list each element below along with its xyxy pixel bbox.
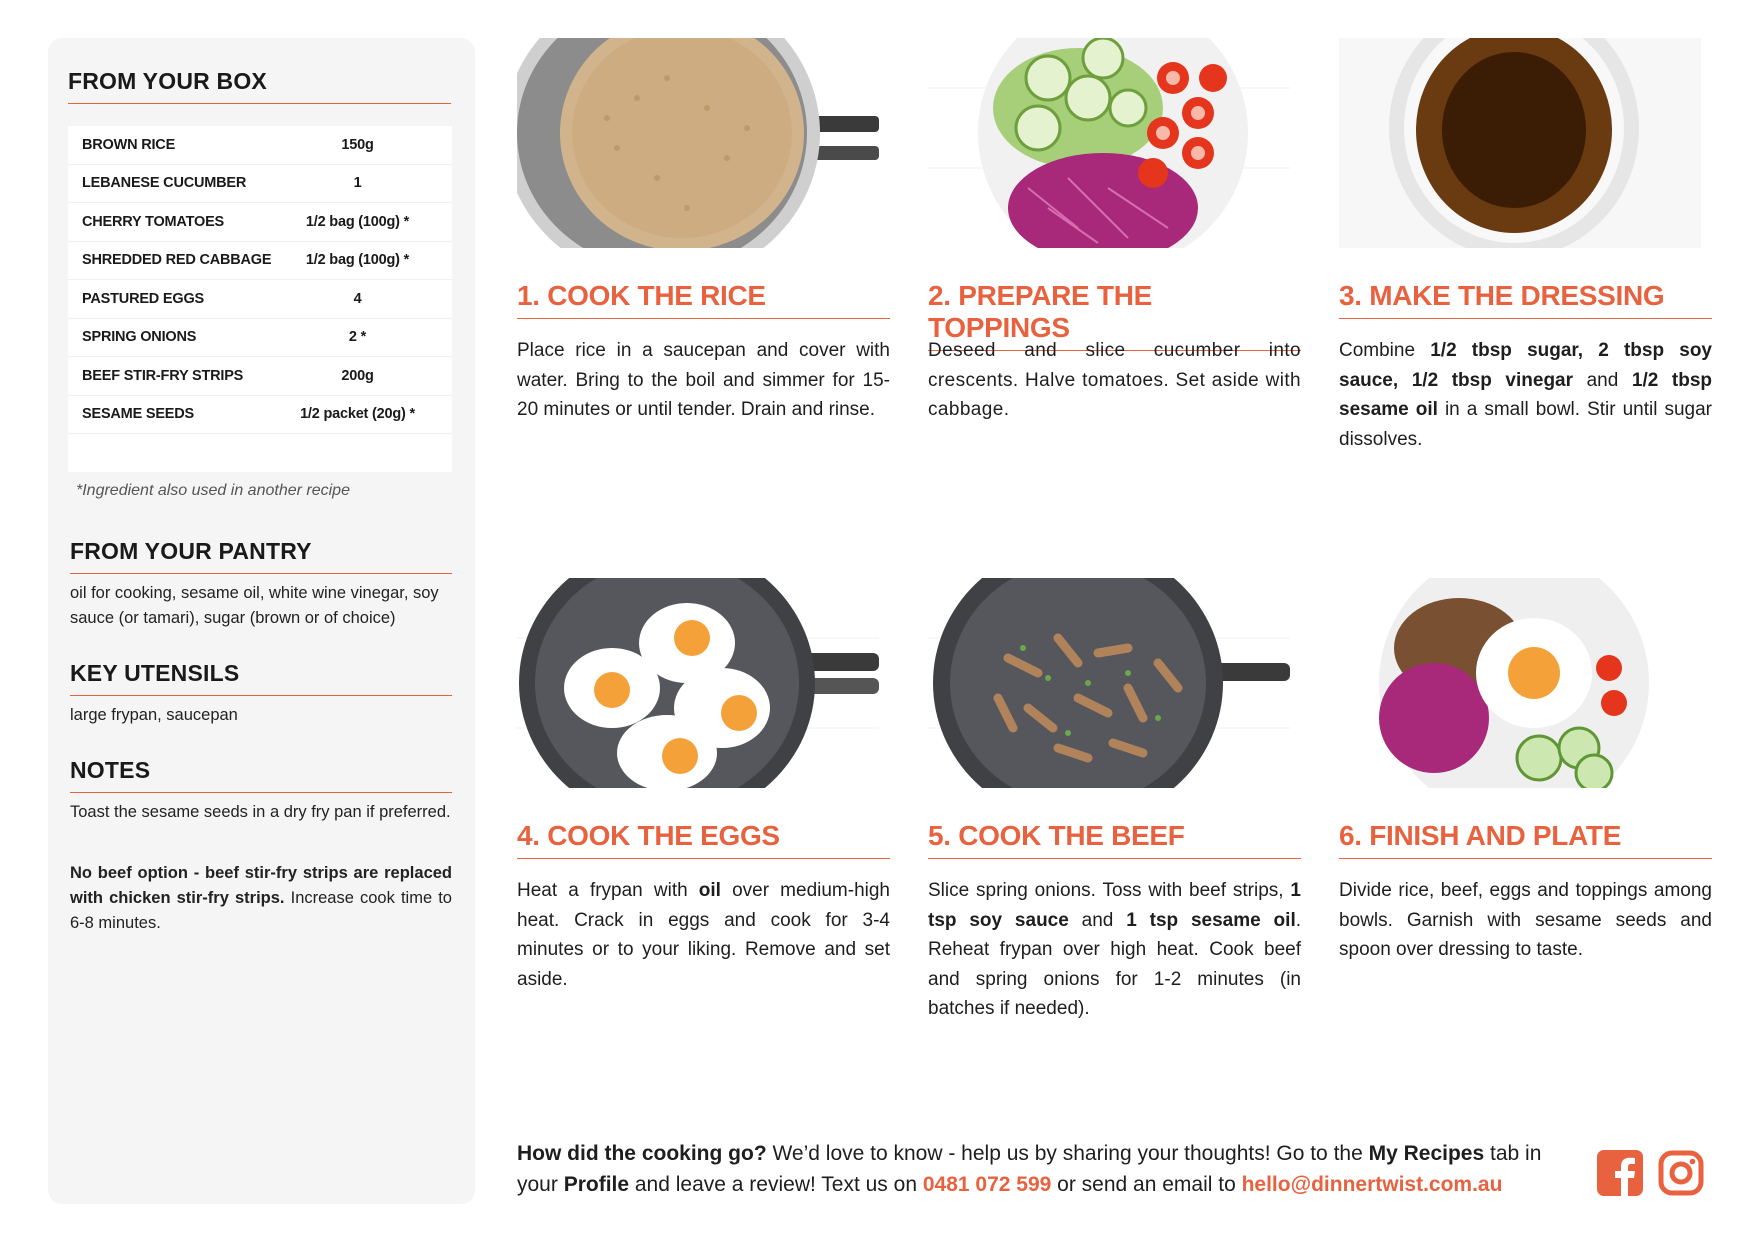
step-2-text: Deseed and slice cucumber into crescents. Halve tomatoes. Set aside with cabbage. <box>928 340 1301 420</box>
notes-text-2 <box>70 861 452 936</box>
ingredient-row <box>68 203 452 242</box>
ingredient-qty: 200g <box>341 367 374 384</box>
ingredient-name: SESAME SEEDS <box>82 406 195 423</box>
footer-text-3: and leave a review! Text us on <box>629 1173 923 1196</box>
step-1-text: Place rice in a saucepan and cover with water. Bring to the boil and simmer for 15-20 minutes or until tender. Drain and rinse. <box>517 340 890 420</box>
utensils-text: large frypan, saucepan <box>70 706 238 724</box>
notes-rest: Increase cook time to 6-8 minutes. <box>70 889 452 932</box>
step-4-text-b: over medium-high heat. Crack in eggs and cook for 3-4 minutes or to your liking. Remove and set aside. <box>517 880 890 990</box>
feedback-footer <box>517 1138 1577 1200</box>
ingredients-panel <box>48 38 475 1204</box>
step-6-text: Divide rice, beef, eggs and toppings among bowls. Garnish with sesame seeds and spoon over dressing to taste. <box>1339 880 1712 960</box>
profile-label: Profile <box>563 1173 630 1196</box>
ingredient-footnote: *Ingredient also used in another recipe <box>76 482 350 499</box>
step-6-title: 6. FINISH AND PLATE <box>1339 820 1712 859</box>
phone-link[interactable]: 0481 072 599 <box>922 1173 1052 1196</box>
ingredient-name: PASTURED EGGS <box>82 290 205 307</box>
step-3-text <box>1339 336 1712 454</box>
facebook-icon[interactable] <box>1597 1150 1643 1196</box>
step-3-bold-b: 1/2 tbsp sesame oil <box>1339 369 1712 420</box>
step-5-bold-a: 1 tsp soy sauce <box>928 880 1301 931</box>
step-5-text-b: and <box>1068 909 1127 931</box>
step-5-text-c: . Reheat frypan over high heat. Cook beef and spring onions for 1-2 minutes (in batches if needed). <box>928 909 1302 1019</box>
footer-question: How did the cooking go? <box>517 1142 767 1165</box>
email-link[interactable]: hello@dinnertwist.com.au <box>1241 1173 1503 1196</box>
key-utensils-heading: KEY UTENSILS <box>70 660 452 696</box>
step-5-text <box>928 876 1301 1024</box>
fried-eggs-photo <box>517 578 879 788</box>
step-3-text-c: in a small bowl. Stir until sugar dissolves. <box>1339 399 1712 450</box>
ingredient-qty: 1/2 packet (20g) * <box>300 406 415 423</box>
notes-bold: No beef option - beef stir-fry strips are replaced with chicken stir-fry strips. <box>70 864 452 907</box>
ingredient-qty: 1/2 bag (100g) * <box>305 213 410 230</box>
ingredient-qty: 4 <box>353 290 362 307</box>
step-5-text-a: Slice spring onions. Toss with beef strips, <box>928 880 1291 901</box>
ingredient-name: BROWN RICE <box>82 136 176 153</box>
ingredient-row <box>68 319 452 358</box>
step-4-text-a: Heat a frypan with <box>517 880 699 901</box>
beef-strips-photo <box>928 578 1290 788</box>
footer-text-4: or send an email to <box>1051 1173 1242 1196</box>
step-1-title: 1. COOK THE RICE <box>517 280 890 319</box>
pantry-text: oil for cooking, sesame oil, white wine vinegar, soy sauce (or tamari), sugar (brown or of choice) <box>70 584 439 627</box>
footer-text-1: We’d love to know - help us by sharing your thoughts! Go to the <box>766 1142 1369 1165</box>
ingredient-row <box>68 396 452 435</box>
ingredient-qty: 2 * <box>348 329 367 346</box>
step-5-title: 5. COOK THE BEEF <box>928 820 1301 859</box>
from-your-box-heading: FROM YOUR BOX <box>68 68 451 104</box>
instagram-icon[interactable] <box>1658 1150 1704 1196</box>
ingredient-row <box>68 280 452 319</box>
step-4-bold-a: oil <box>698 880 721 901</box>
footer-text-2: tab in your <box>517 1142 1542 1196</box>
toppings-plate-photo <box>928 38 1290 248</box>
ingredient-qty: 1 <box>353 175 362 192</box>
ingredient-row <box>68 126 452 165</box>
finished-bowl-photo <box>1339 578 1701 788</box>
step-2-title: 2. PREPARE THE TOPPINGS <box>928 280 1301 351</box>
ingredient-name: SPRING ONIONS <box>82 329 197 346</box>
ingredient-name: BEEF STIR-FRY STRIPS <box>82 367 244 384</box>
step-3-text-a: Combine <box>1339 340 1431 361</box>
from-your-pantry-heading: FROM YOUR PANTRY <box>70 538 452 574</box>
ingredient-name: CHERRY TOMATOES <box>82 213 225 230</box>
step-3-title: 3. MAKE THE DRESSING <box>1339 280 1712 319</box>
ingredient-row <box>68 242 452 281</box>
step-3-bold-a: 1/2 tbsp sugar, 2 tbsp soy sauce, 1/2 tbsp vinegar <box>1339 340 1712 391</box>
ingredient-row <box>68 165 452 204</box>
notes-heading: NOTES <box>70 757 452 793</box>
step-3-text-b: and <box>1573 369 1632 391</box>
ingredient-row <box>68 357 452 396</box>
my-recipes-label: My Recipes <box>1368 1142 1485 1165</box>
ingredient-qty: 1/2 bag (100g) * <box>305 252 410 269</box>
ingredient-name: SHREDDED RED CABBAGE <box>82 252 272 269</box>
ingredient-name: LEBANESE CUCUMBER <box>82 175 247 192</box>
step-5-bold-b: 1 tsp sesame oil <box>1126 909 1296 931</box>
step-4-title: 4. COOK THE EGGS <box>517 820 890 859</box>
step-4-text <box>517 876 890 994</box>
dressing-bowl-photo <box>1339 38 1701 248</box>
ingredient-qty: 150g <box>341 136 374 153</box>
notes-text-1: Toast the sesame seeds in a dry fry pan if preferred. <box>70 803 451 821</box>
ingredient-table <box>68 126 452 472</box>
rice-in-sieve-photo <box>517 38 879 248</box>
